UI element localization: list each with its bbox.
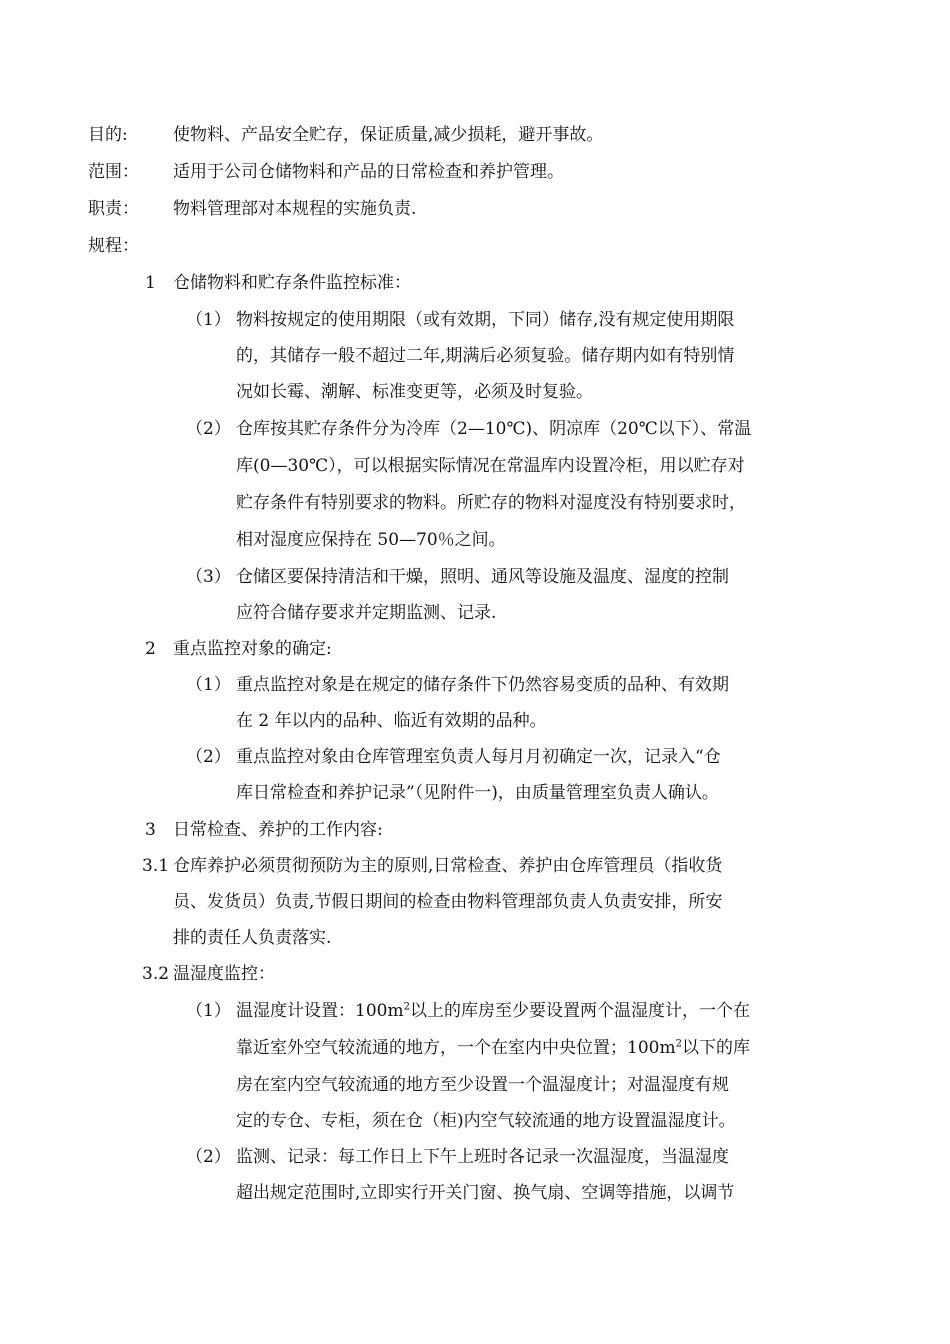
s1-item1-line: 的，其储存一般不超过二年,期满后必须复验。储存期内如有特别情 <box>236 346 735 366</box>
s32-item1-line-4: 定的专仓、专柜，须在仓（柜)内空气较流通的地方设置温湿度计。 <box>236 1111 736 1131</box>
section-3-2-title: 温湿度监控： <box>173 964 275 984</box>
section-1-number: 1 <box>145 273 156 293</box>
s32-item2-number: （2） <box>186 1147 231 1167</box>
purpose-text: 使物料、产品安全贮存，保证质量,减少损耗，避开事故。 <box>173 125 604 145</box>
section-3-1-line: 员、发货员）负责,节假日期间的检查由物料管理部负责人负责安排，所安 <box>173 892 723 912</box>
s1-item3-line: 仓储区要保持清洁和干燥，照明、通风等设施及温度、湿度的控制 <box>236 567 729 587</box>
section-3-1-line: 排的责任人负责落实. <box>173 928 332 948</box>
s32-item1-line-3: 房在室内空气较流通的地方至少设置一个温湿度计；对温湿度有规 <box>236 1075 729 1095</box>
s1-item2-line: 相对湿度应保持在 50—70％之间。 <box>236 530 506 550</box>
s1-item3-number: （3） <box>186 567 231 587</box>
section-1-title: 仓储物料和贮存条件监控标准： <box>173 273 411 293</box>
responsibility-text: 物料管理部对本规程的实施负责. <box>173 199 417 219</box>
section-3-1-number: 3.1 <box>142 856 170 876</box>
s1-item2-number: （2） <box>186 419 231 439</box>
scope-label: 范围： <box>88 162 139 182</box>
scope-text: 适用于公司仓储物料和产品的日常检查和养护管理。 <box>173 162 564 182</box>
s2-item1-line: 在 2 年以内的品种、临近有效期的品种。 <box>236 711 547 731</box>
s32-item1-line-1: 温湿度计设置：$100m^2$以上的库房至少要设置两个温湿度计，一个在 <box>236 1001 750 1021</box>
responsibility-label: 职责： <box>88 199 139 219</box>
s32-item1-line-2: 靠近室外空气较流通的地方，一个在室内中央位置；$100m^2$以下的库 <box>236 1038 750 1058</box>
s2-item1-line: 重点监控对象是在规定的储存条件下仍然容易变质的品种、有效期 <box>236 675 729 695</box>
purpose-label: 目的: <box>88 125 128 145</box>
section-3-2-number: 3.2 <box>142 964 170 984</box>
s2-item2-line: 库日常检查和养护记录”（见附件一)，由质量管理室负责人确认。 <box>236 783 719 803</box>
section-3-1-line: 仓库养护必须贯彻预防为主的原则,日常检查、养护由仓库管理员（指收货 <box>173 856 723 876</box>
s1-item2-line: 仓库按其贮存条件分为冷库（2—10℃)、阴凉库（20℃以下）、常温 <box>236 419 752 439</box>
section-3-title: 日常检查、养护的工作内容: <box>173 820 383 840</box>
s1-item1-line: 况如长霉、潮解、标准变更等，必须及时复验。 <box>236 382 593 402</box>
s2-item2-number: （2） <box>186 747 231 767</box>
s1-item2-line: 贮存条件有特别要求的物料。所贮存的物料对湿度没有特别要求时， <box>236 493 746 513</box>
s1-item2-line: 库(0—30℃），可以根据实际情况在常温库内设置冷柜，用以贮存对 <box>236 456 745 476</box>
section-2-title: 重点监控对象的确定: <box>173 639 332 659</box>
s1-item1-number: （1） <box>186 310 231 330</box>
s1-item1-line: 物料按规定的使用期限（或有效期，下同）储存,没有规定使用期限 <box>236 310 735 330</box>
s32-item1-number: （1） <box>186 1001 231 1021</box>
procedure-label: 规程： <box>88 236 139 256</box>
s32-item2-line: 超出规定范围时,立即实行开关门窗、换气扇、空调等措施，以调节 <box>236 1183 735 1203</box>
s32-item2-line: 监测、记录：每工作日上下午上班时各记录一次温湿度，当温湿度 <box>236 1147 729 1167</box>
section-3-number: 3 <box>145 820 156 840</box>
s2-item1-number: （1） <box>186 675 231 695</box>
s1-item3-line: 应符合储存要求并定期监测、记录. <box>236 603 497 623</box>
s2-item2-line: 重点监控对象由仓库管理室负责人每月月初确定一次，记录入“仓 <box>236 747 721 767</box>
section-2-number: 2 <box>145 639 156 659</box>
